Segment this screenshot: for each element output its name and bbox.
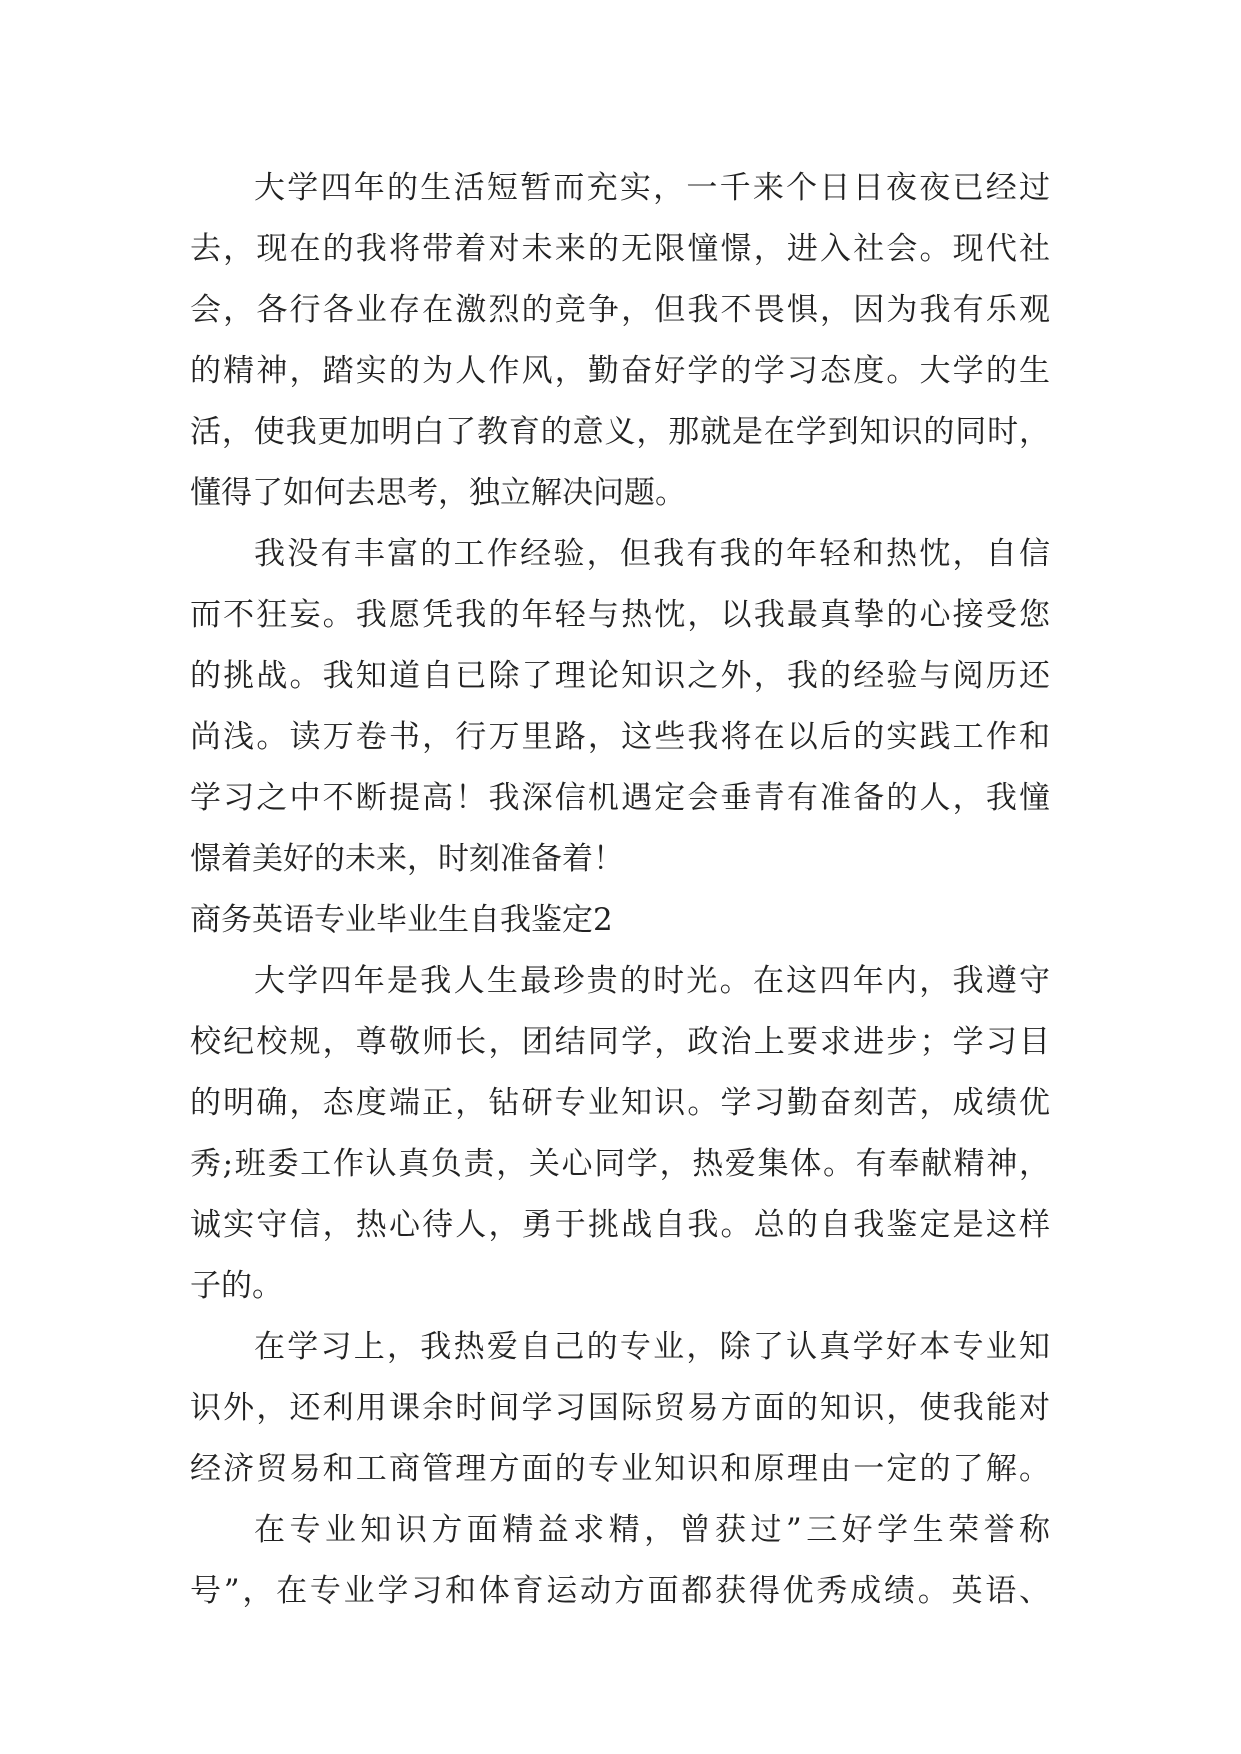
paragraph-line: 的精神，踏实的为人作风，勤奋好学的学习态度。大学的生 bbox=[190, 353, 1050, 389]
paragraph-university bbox=[190, 951, 1050, 1317]
paragraph-line: 大学四年的生活短暂而充实，一千来个日日夜夜已经过 bbox=[254, 170, 1050, 206]
paragraph-line: 去，现在的我将带着对未来的无限憧憬，进入社会。现代社 bbox=[190, 231, 1050, 267]
paragraph-line: 活，使我更加明白了教育的意义，那就是在学到知识的同时， bbox=[190, 414, 1050, 450]
paragraph-line: 在专业知识方面精益求精，曾获过”三好学生荣誉称 bbox=[254, 1512, 1050, 1548]
paragraph-line: 校纪校规，尊敬师长，团结同学，政治上要求进步；学习目 bbox=[190, 1024, 1050, 1060]
paragraph-line: 号”，在专业学习和体育运动方面都获得优秀成绩。英语、 bbox=[190, 1573, 1050, 1609]
paragraph-line: 大学四年是我人生最珍贵的时光。在这四年内，我遵守 bbox=[254, 963, 1050, 999]
paragraph-line: 学习之中不断提高！我深信机遇定会垂青有准备的人，我憧 bbox=[190, 780, 1050, 816]
paragraph-line: 我没有丰富的工作经验，但我有我的年轻和热忱，自信 bbox=[254, 536, 1050, 572]
paragraph-line: 而不狂妄。我愿凭我的年轻与热忱，以我最真挚的心接受您 bbox=[190, 597, 1050, 633]
paragraph-line: 的挑战。我知道自已除了理论知识之外，我的经验与阅历还 bbox=[190, 658, 1050, 694]
paragraph-study bbox=[190, 1317, 1050, 1500]
paragraph-honors bbox=[190, 1500, 1050, 1622]
paragraph-line: 秀;班委工作认真负责，关心同学，热爱集体。有奉献精神， bbox=[190, 1146, 1050, 1182]
paragraph-intro bbox=[190, 158, 1050, 524]
paragraph-line: 憬着美好的未来，时刻准备着！ bbox=[190, 841, 624, 877]
paragraph-line: 尚浅。读万卷书，行万里路，这些我将在以后的实践工作和 bbox=[190, 719, 1050, 755]
document-body bbox=[190, 158, 1050, 1622]
paragraph-line: 的明确，态度端正，钻研专业知识。学习勤奋刻苦，成绩优 bbox=[190, 1085, 1050, 1121]
paragraph-line: 经济贸易和工商管理方面的专业知识和原理由一定的了解。 bbox=[190, 1451, 1050, 1487]
paragraph-line: 诚实守信，热心待人，勇于挑战自我。总的自我鉴定是这样 bbox=[190, 1207, 1050, 1243]
section-heading: 商务英语专业毕业生自我鉴定2 bbox=[190, 902, 613, 938]
paragraph-line: 子的。 bbox=[190, 1268, 283, 1304]
paragraph-line: 在学习上，我热爱自己的专业，除了认真学好本专业知 bbox=[254, 1329, 1050, 1365]
paragraph-line: 会，各行各业存在激烈的竞争，但我不畏惧，因为我有乐观 bbox=[190, 292, 1050, 328]
paragraph-experience bbox=[190, 524, 1050, 890]
paragraph-line: 懂得了如何去思考，独立解决问题。 bbox=[190, 475, 686, 511]
paragraph-line: 识外，还利用课余时间学习国际贸易方面的知识，使我能对 bbox=[190, 1390, 1050, 1426]
